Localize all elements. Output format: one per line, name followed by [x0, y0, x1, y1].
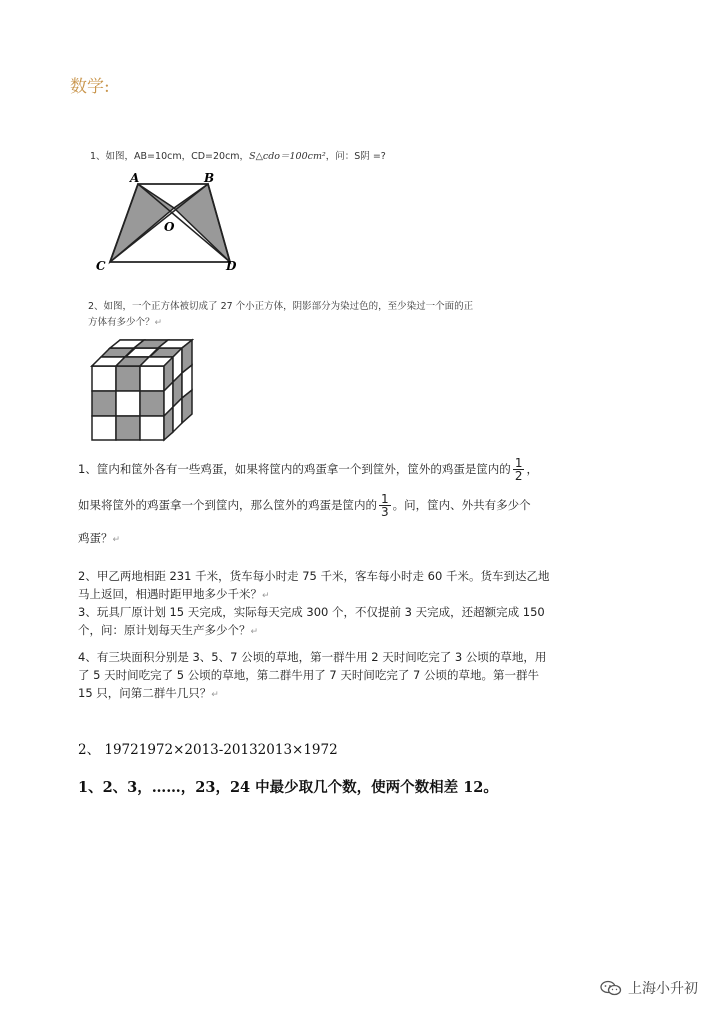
return-mark: ↵: [112, 535, 121, 545]
return-mark: ↵: [262, 591, 270, 601]
question-3-line-1: 3、玩具厂原计划 15 天完成，实际每天完成 300 个，不仅提前 3 天完成，还超额完成 150: [78, 605, 545, 619]
question-1-line-1-text: 1、筐内和筐外各有一些鸡蛋，如果将筐内的鸡蛋拿一个到筐外，筐外的鸡蛋是筐内的: [78, 462, 511, 476]
fraction-one-half: [513, 457, 525, 482]
question-1-line-3: [78, 530, 120, 546]
problem-2-line-2: [88, 314, 162, 328]
fraction-numerator: 1: [381, 492, 389, 506]
return-mark: ↵: [211, 690, 219, 700]
section-heading: 数学:: [70, 77, 110, 97]
label-d: D: [226, 259, 237, 273]
problem-2-line-1: 2、如图，一个正方体被切成了 27 个小正方体，阴影部分为染过色的，至少染过一个面的正: [88, 301, 474, 312]
shaded-triangle-right: [174, 184, 230, 262]
label-a: A: [130, 171, 140, 185]
problem-1-prefix: 1、如图，AB=10cm，CD=20cm，: [90, 151, 250, 162]
label-o: O: [164, 220, 175, 234]
question-2-line-2-text: 马上返回，相遇时距甲地多少千米？: [78, 587, 262, 601]
problem-1-formula: S△cdo＝100cm²: [249, 151, 326, 162]
question-4-line-3: [78, 685, 219, 701]
label-c: C: [96, 259, 106, 273]
label-b: B: [204, 171, 215, 185]
question-2-line-1: 2、甲乙两地相距 231 千米，货车每小时走 75 千米，客车每小时走 60 千米。货车到达乙地: [78, 569, 550, 583]
calculation-problem: 2、 19721972×2013-20132013×1972: [78, 742, 338, 758]
return-mark: ↵: [250, 627, 259, 637]
question-3-line-2: [78, 622, 258, 638]
question-1-line-2-text: 如果将筐外的鸡蛋拿一个到筐内，那么筐外的鸡蛋是筐内的: [78, 498, 377, 512]
problem-1-text: [90, 148, 386, 162]
question-4-line-3-text: 15 只，问第二群牛几只？: [78, 686, 212, 700]
question-1-line-2-end: 。问，筐内、外共有多少个: [392, 498, 531, 512]
question-1-line-3-text: 鸡蛋？: [78, 531, 113, 545]
watermark-text: 上海小升初: [628, 981, 698, 997]
question-4-line-2: 了 5 天时间吃完了 5 公顷的草地，第二群牛用了 7 天时间吃完了 7 公顷的草地。第一群牛: [78, 668, 540, 682]
question-1-line-2: [78, 493, 531, 518]
question-3-line-2-text: 个，问：原计划每天生产多少个？: [78, 623, 251, 637]
problem-2-line-2-text: 方体有多少个？: [88, 317, 155, 328]
question-1-line-1-end: ，: [526, 462, 538, 476]
trapezoid-figure: [92, 168, 252, 278]
cube-figure: [88, 338, 198, 442]
question-4-line-1: 4、有三块面积分别是 3、5、7 公顷的草地，第一群牛用 2 天时间吃完了 3 公顷的草地，用: [78, 650, 547, 664]
return-mark: ↵: [154, 318, 163, 328]
fraction-numerator: 1: [514, 456, 523, 470]
watermark: [600, 978, 698, 998]
fraction-denominator: 3: [381, 505, 389, 519]
question-1-line-1: [78, 457, 538, 482]
last-problem: 1、2、3，……，23，24 中最少取几个数，使两个数相差 12。: [78, 779, 498, 796]
question-2-line-2: [78, 586, 270, 602]
fraction-denominator: 2: [514, 469, 523, 483]
wechat-icon: [600, 980, 622, 996]
fraction-one-third: [379, 493, 391, 518]
problem-1-suffix: ，问：S阴 =?: [325, 151, 386, 162]
